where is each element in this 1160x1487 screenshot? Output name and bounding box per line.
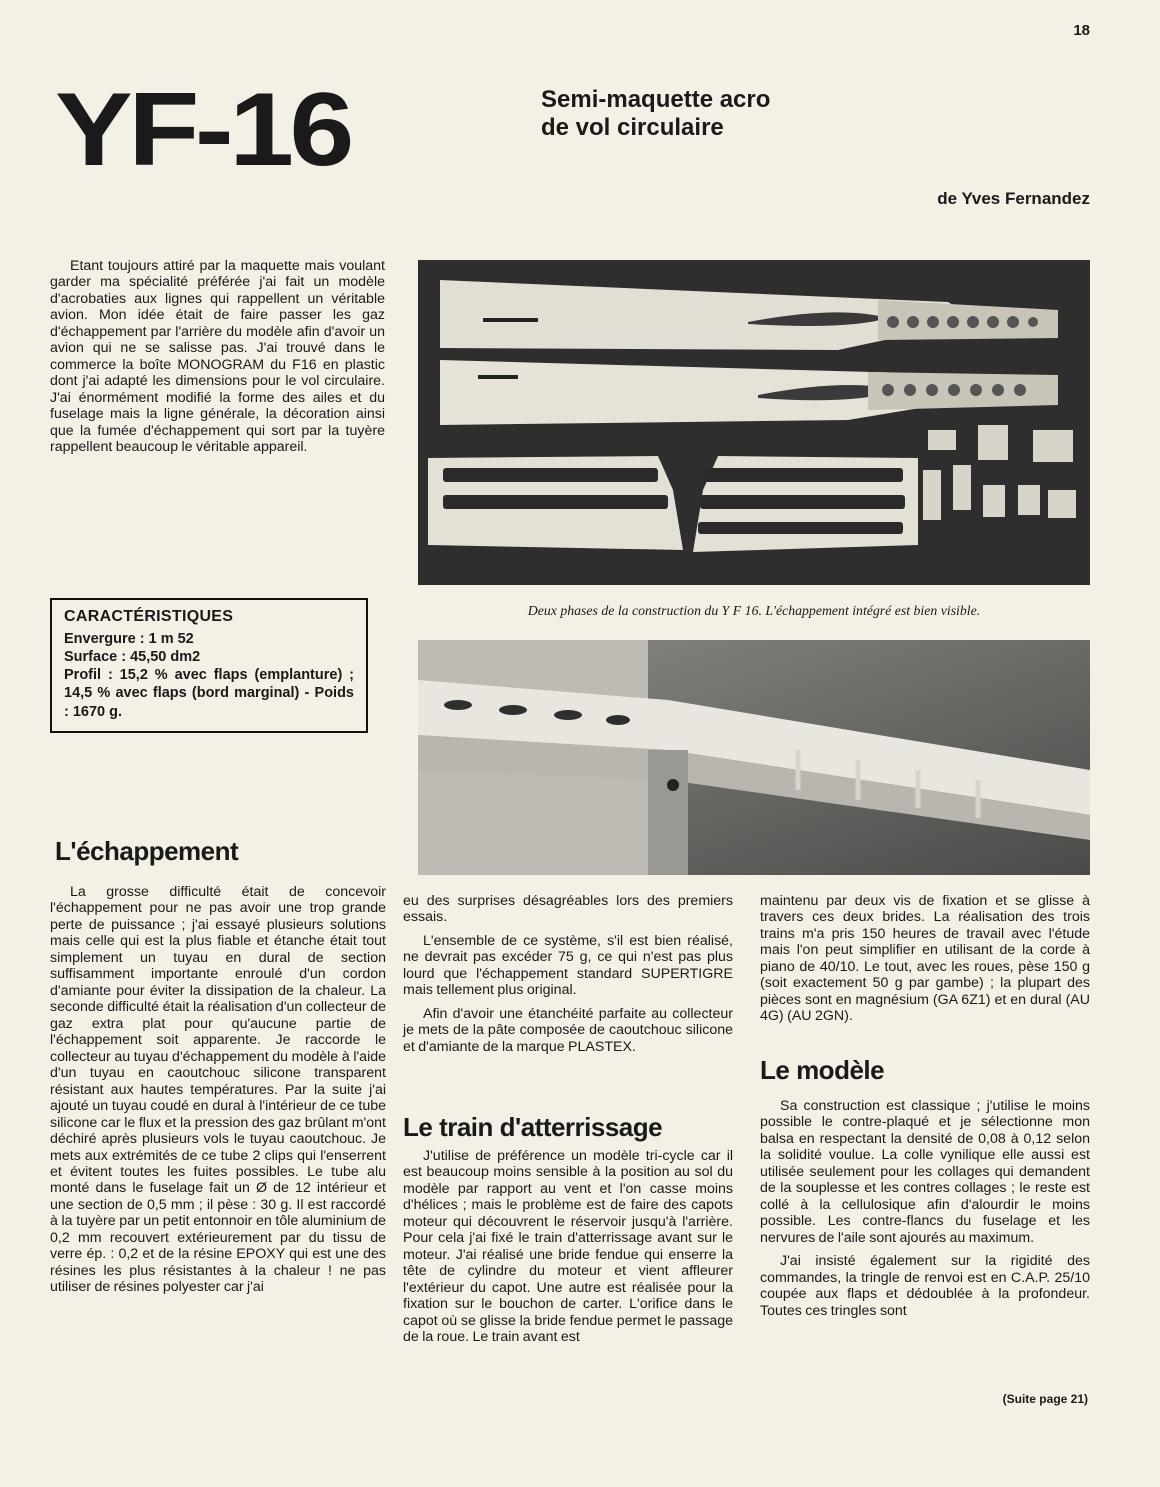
subtitle-line-2: de vol circulaire [541, 113, 724, 141]
column-3 [760, 893, 1090, 1032]
article-subtitle [541, 86, 770, 141]
spec-envergure: Envergure : 1 m 52 [64, 631, 194, 647]
heading-train: Le train d'atterrissage [403, 1112, 663, 1142]
photo-caption: Deux phases de la construction du Y F 16. L'échappement intégré est bien visible. [527, 603, 981, 618]
heading-echappement: L'échappement [55, 836, 239, 866]
continued-note: (Suite page 21) [1002, 1392, 1088, 1406]
echappement-paragraph-1: La grosse difficulté était de concevoir l'échappement pour ne pas avoir une trop grande perte de puissance ; j'ai essayé plusieurs solutions mais celle qui est la plus fiable et étanche était tout simplement un tuyau en dural de section suffisamment importante enroulé d'un cordon d'amiante pour éviter la dissipation de la chaleur. La seconde difficulté était la réalisation d'un collecteur de gaz extra plat pour qu'aucune partie de l'échappement soit apparente. Je raccorde le collecteur au tuyau d'échappement du modèle à l'aide d'un tuyau en caoutchouc silicone transparent résistant aux hautes températures. Par la suite j'ai ajouté un tuyau coudé en dural à l'intérieur de ce tube silicone car le flux et la pression des gaz brûlant m'ont déchiré après plusieurs vols le tuyau caoutchouc. Je mets aux extrémités de ce tube 2 clips qui l'enserrent et évitent toutes les fuites possibles. Le tube alu monté dans le fuselage fait un Ø de 12 intérieur et une section de 0,5 mm ; il pèse : 30 g. Il est raccordé à la tuyère par un petit entonnoir en tôle aluminium de 0,2 mm recouvert extérieurement par du tissu de verre ép. : 0,2 et de la résine EPOXY qui est une des résines les plus résistantes à la chaleur ! ne pas utiliser de résines polyester car j'ai [50, 884, 386, 1296]
spec-profil: Profil : 15,2 % avec flaps (emplanture) ; 14,5 % avec flaps (bord marginal) - Poids : 1670 g. [64, 667, 354, 720]
column-3-modele [760, 1098, 1090, 1326]
construction-photo-fuselage [418, 640, 1090, 875]
spec-surface: Surface : 45,50 dm2 [64, 649, 201, 666]
train-paragraph-2: maintenu par deux vis de fixation et se glisse à travers ces deux brides. La réalisation des trois trains m'a pris 150 heures de travail avec l'étude mais l'on peut simplifier en utilisant de la corde à piano de 40/10. Le tout, avec les roues, pèse 150 g (soit exactement 50 g par gambe) ; la plupart des pièces sont en magnésium (GA 6Z1) et en dural (AU 4G) (AU 2GN). [760, 893, 1090, 1025]
column-2-train [403, 1148, 733, 1353]
author-byline: de Yves Fernandez [937, 189, 1090, 208]
specs-list [64, 630, 354, 721]
subtitle-line-1: Semi-maquette acro [541, 86, 771, 113]
specs-box [50, 598, 368, 733]
intro-paragraph [50, 258, 385, 463]
train-paragraph-1: J'utilise de préférence un modèle tri-cycle car il est beaucoup moins sensible à la position au sol du modèle par rapport au vent et l'on casse moins d'hélices ; mais le problème est de faire des capots moteur qui découvrent le réservoir jusqu'à l'arrière. Pour cela j'ai fixé le train d'atterrissage avant sur le moteur. J'ai réalisé une bride fendue qui enserre la tête de cylindre du moteur et vient affleurer l'extérieur du capot. Une autre est réalisée pour la fixation sur le bouchon de carter. L'orifice dans le capot où se glisse la bride fendue permet le passage de la roue. Le train avant est [403, 1148, 733, 1346]
parts-illustration [418, 260, 1090, 585]
echappement-paragraph-2: eu des surprises désagréables lors des premiers essais. [403, 893, 733, 926]
page-number: 18 [1073, 22, 1090, 39]
column-2 [403, 893, 733, 1062]
intro-text: Etant toujours attiré par la maquette mais voulant garder ma spécialité préférée j'ai fait un modèle d'acrobaties aux lignes qui rappellent un véritable avion. Mon idée était de faire passer les gaz d'échappement par l'arrière du modèle afin d'avoir un avion qui ne se salisse pas. J'ai trouvé dans le commerce la boîte MONOGRAM du F16 en plastic dont j'ai adapté les dimensions pour le vol circulaire. J'ai énormément modifié la forme des ailes et du fuselage mais la ligne générale, la décoration ainsi que la fumée d'échappement qui sort par la tuyère rappellent beaucoup le véritable appareil. [50, 258, 385, 456]
echappement-paragraph-4: Afin d'avoir une étanchéité parfaite au collecteur je mets de la pâte composée de caoutchouc silicone et d'amiante de la marque PLASTEX. [403, 1005, 733, 1055]
fuselage-illustration [418, 640, 1090, 875]
echappement-paragraph-3: L'ensemble de ce système, s'il est bien réalisé, ne devrait pas excéder 75 g, ce qui n'est pas plus lourd que l'échappement standard SUPERTIGRE mais tellement plus original. [403, 932, 733, 999]
construction-photo-parts [418, 260, 1090, 585]
specs-title: CARACTÉRISTIQUES [64, 608, 234, 625]
heading-modele: Le modèle [760, 1055, 885, 1085]
modele-paragraph-1: Sa construction est classique ; j'utilise le moins possible le contre-plaqué et je sélectionne mon balsa en respectant la densité de 0,08 à 0,12 selon la solidité voulue. La colle vynilique elle aussi est utilisée seulement pour les collages qui demandent de la souplesse et les contres collages ; le reste est collé à la cellulosique afin d'alourdir le moins possible. Les contre-flancs du fuselage et les nervures de l'aile sont ajourés au maximum. [760, 1098, 1090, 1246]
column-1 [50, 884, 386, 1303]
modele-paragraph-2: J'ai insisté également sur la rigidité des commandes, la tringle de renvoi est en C.A.P. 25/10 coupée aux flaps et dédoublée à la profondeur. Toutes ces tringles sont [760, 1253, 1090, 1319]
article-title: YF-16 [55, 72, 350, 188]
